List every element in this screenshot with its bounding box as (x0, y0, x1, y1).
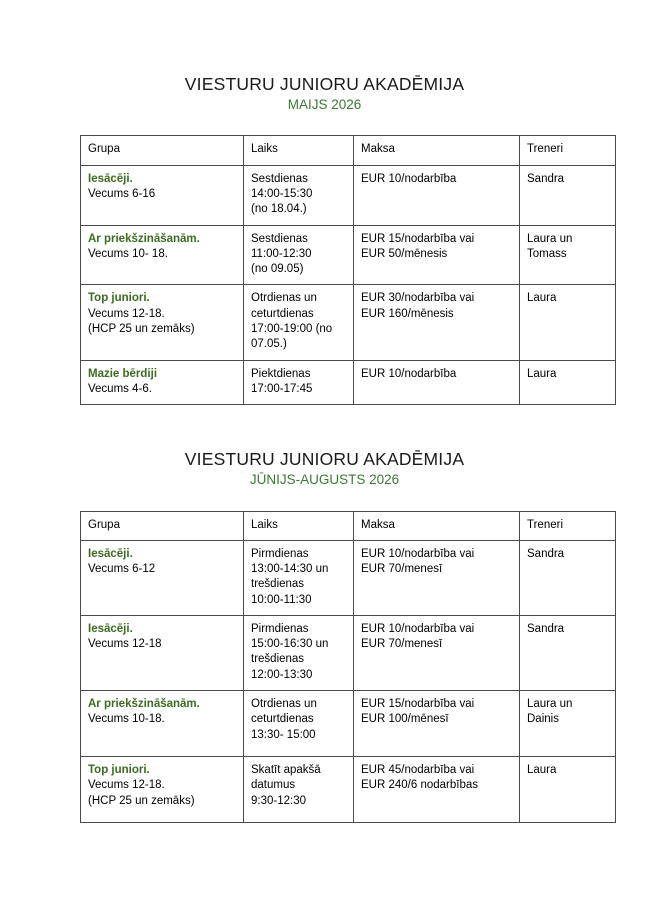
cell-price (354, 615, 520, 690)
cell-group (81, 360, 244, 405)
column-header-maksa: Maksa (354, 136, 520, 165)
group-name: Iesācēji. (88, 622, 133, 635)
cell-time (244, 165, 354, 225)
table-row (81, 615, 616, 690)
price-line: EUR 240/6 nodarbības (361, 779, 478, 792)
time-line: Skatīt apakšā (251, 764, 321, 777)
cell-price (354, 691, 520, 757)
table-row (81, 757, 616, 823)
column-header-maksa: Maksa (354, 511, 520, 540)
group-name: Iesācēji. (88, 172, 133, 185)
cell-trainers (520, 165, 616, 225)
time-line: Pirmdienas (251, 547, 309, 560)
cell-group (81, 285, 244, 360)
page-subtitle-1: MAIJS 2026 (287, 96, 362, 112)
group-age: Vecums 6-12 (88, 563, 156, 576)
price-line: EUR 160/mēnesis (361, 307, 454, 320)
time-line: 9:30-12:30 (251, 794, 306, 807)
time-line: trešdienas (251, 653, 305, 666)
price-line: EUR 15/nodarbība vai (361, 232, 475, 245)
group-extra: (HCP 25 un zemāks) (88, 322, 195, 335)
time-line: 17:00-17:45 (251, 382, 313, 395)
cell-group (81, 165, 244, 225)
time-line: 07.05.) (251, 338, 287, 351)
cell-group (81, 615, 244, 690)
time-line: Piektdienas (251, 367, 311, 380)
time-line: Otrdienas un (251, 698, 317, 711)
price-line: EUR 30/nodarbība vai (361, 292, 475, 305)
time-line: 17:00-19:00 (no (251, 322, 333, 335)
time-line: Sestdienas (251, 172, 308, 185)
trainer-line: Dainis (527, 713, 559, 726)
group-name: Ar priekšzināšanām. (88, 698, 200, 711)
table-row (81, 225, 616, 285)
price-line: EUR 45/nodarbība vai (361, 764, 475, 777)
group-age: Vecums 6-16 (88, 187, 156, 200)
price-line: EUR 70/menesī (361, 563, 443, 576)
trainer-line: Laura un (527, 232, 573, 245)
group-age: Vecums 12-18. (88, 779, 165, 792)
time-line: Pirmdienas (251, 622, 309, 635)
cell-trainers (520, 540, 616, 615)
cell-trainers (520, 225, 616, 285)
table-header-row (81, 511, 616, 540)
page-subtitle-2: JŪNIJS-AUGUSTS 2026 (249, 471, 400, 487)
table-row (81, 360, 616, 405)
time-line: 11:00-12:30 (251, 247, 312, 260)
time-line: 13:30- 15:00 (251, 728, 316, 741)
column-header-laiks: Laiks (244, 136, 354, 165)
cell-group (81, 691, 244, 757)
trainer-line: Sandra (527, 172, 565, 185)
time-line: (no 18.04.) (251, 203, 307, 216)
trainer-line: Laura (527, 367, 557, 380)
trainer-line: Laura un (527, 698, 573, 711)
schedule-table-maijs (80, 135, 616, 405)
cell-time (244, 615, 354, 690)
table-row (81, 540, 616, 615)
cell-trainers (520, 615, 616, 690)
time-line: ceturtdienas (251, 713, 314, 726)
cell-group (81, 225, 244, 285)
time-line: 12:00-13:30 (251, 668, 313, 681)
column-header-treneri: Treneri (520, 136, 616, 165)
table-header-row (81, 136, 616, 165)
column-header-treneri: Treneri (520, 511, 616, 540)
column-header-grupa: Grupa (81, 136, 244, 165)
title-table-spacer-1 (0, 113, 649, 135)
schedule-section-junijs-augusts (0, 449, 649, 823)
cell-time (244, 757, 354, 823)
group-age: Vecums 10- 18. (88, 247, 168, 260)
trainer-line: Laura (527, 292, 557, 305)
cell-time (244, 540, 354, 615)
cell-time (244, 285, 354, 360)
time-line: datumus (251, 779, 296, 792)
trainer-line: Sandra (527, 622, 565, 635)
cell-time (244, 360, 354, 405)
page-title-1: VIESTURU JUNIORU AKADĒMIJA (184, 74, 465, 94)
time-line: Sestdienas (251, 232, 308, 245)
cell-trainers (520, 285, 616, 360)
price-line: EUR 10/nodarbība vai (361, 547, 475, 560)
cell-trainers (520, 691, 616, 757)
price-line: EUR 15/nodarbība vai (361, 698, 475, 711)
group-name: Top juniori. (88, 292, 150, 305)
group-name: Ar priekšzināšanām. (88, 232, 200, 245)
cell-group (81, 757, 244, 823)
trainer-line: Tomass (527, 247, 567, 260)
group-extra: (HCP 25 un zemāks) (88, 794, 195, 807)
schedule-section-maijs (0, 74, 649, 405)
price-line: EUR 10/nodarbība (361, 367, 457, 380)
table-row (81, 165, 616, 225)
cell-price (354, 165, 520, 225)
price-line: EUR 70/menesī (361, 638, 443, 651)
time-line: (no 09.05) (251, 263, 304, 276)
time-line: 15:00-16:30 un (251, 638, 329, 651)
table-row (81, 691, 616, 757)
top-spacer (0, 0, 649, 74)
time-line: 10:00-11:30 (251, 593, 312, 606)
cell-time (244, 691, 354, 757)
trainer-line: Laura (527, 764, 557, 777)
page-title-2: VIESTURU JUNIORU AKADĒMIJA (184, 449, 465, 470)
price-line: EUR 10/nodarbība vai (361, 622, 475, 635)
trainer-line: Sandra (527, 547, 565, 560)
group-age: Vecums 12-18. (88, 307, 165, 320)
group-age: Vecums 4-6. (88, 382, 152, 395)
column-header-laiks: Laiks (244, 511, 354, 540)
cell-trainers (520, 757, 616, 823)
title-table-spacer-2 (0, 489, 649, 511)
group-age: Vecums 12-18 (88, 638, 162, 651)
group-name: Mazie bērdiji (88, 367, 158, 380)
group-age: Vecums 10-18. (88, 713, 165, 726)
price-line: EUR 100/mēnesī (361, 713, 449, 726)
price-line: EUR 50/mēnesis (361, 247, 448, 260)
time-line: trešdienas (251, 578, 305, 591)
cell-price (354, 540, 520, 615)
price-line: EUR 10/nodarbība (361, 172, 457, 185)
time-line: 14:00-15:30 (251, 187, 313, 200)
group-name: Iesācēji. (88, 547, 133, 560)
time-line: 13:00-14:30 un (251, 563, 329, 576)
column-header-grupa: Grupa (81, 511, 244, 540)
time-line: Otrdienas un (251, 292, 317, 305)
cell-price (354, 285, 520, 360)
cell-group (81, 540, 244, 615)
section-gap (0, 405, 649, 449)
time-line: ceturtdienas (251, 307, 314, 320)
group-name: Top juniori. (88, 764, 150, 777)
cell-price (354, 757, 520, 823)
cell-trainers (520, 360, 616, 405)
table-row (81, 285, 616, 360)
cell-price (354, 225, 520, 285)
cell-price (354, 360, 520, 405)
schedule-table-junijs-augusts (80, 511, 616, 824)
cell-time (244, 225, 354, 285)
